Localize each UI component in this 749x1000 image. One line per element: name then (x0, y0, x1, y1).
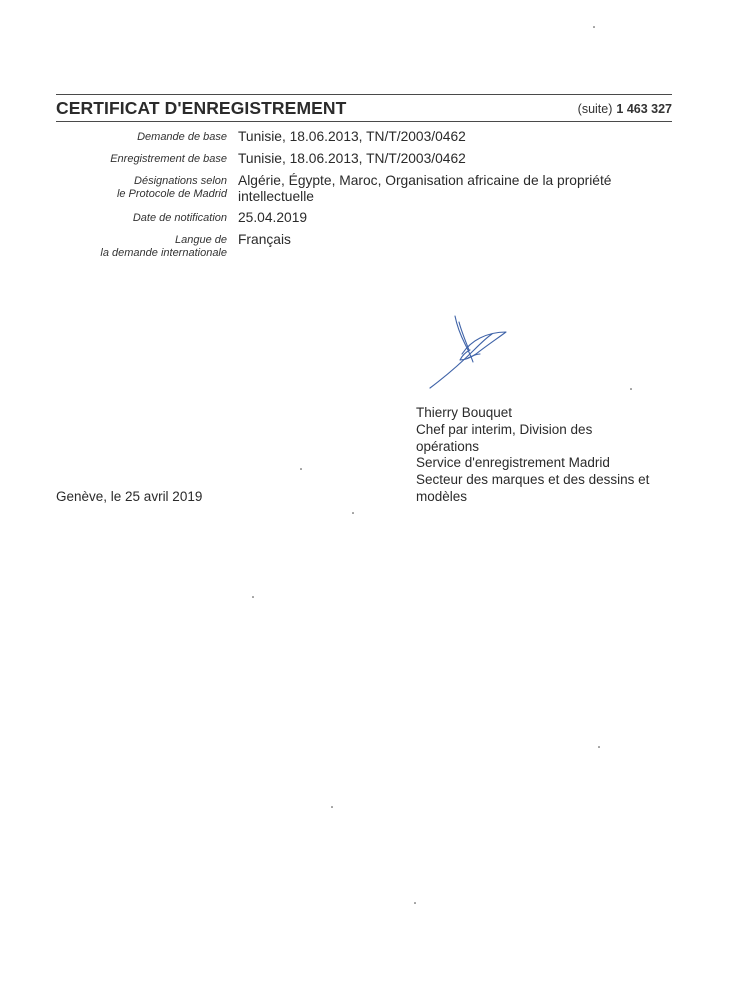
suite-label: (suite) (577, 102, 613, 116)
signatory-service: Service d'enregistrement Madrid (416, 455, 610, 471)
header-bottom-rule (56, 121, 672, 122)
label-line: Enregistrement de base (110, 153, 227, 165)
field-label-langue (100, 234, 227, 260)
scan-speck (331, 806, 333, 808)
signatory-name: Thierry Bouquet (416, 405, 513, 420)
registration-number: 1 463 327 (616, 102, 672, 116)
scan-speck (593, 26, 595, 28)
scan-speck (252, 596, 254, 598)
signatory-title-line-1: Chef par interim, Division des (416, 421, 593, 437)
scan-speck (598, 746, 600, 748)
field-label-enregistrement-de-base (110, 153, 227, 166)
signatory-sector-line-1: Secteur des marques et des dessins et (416, 472, 650, 488)
field-value-designations: Algérie, Égypte, Maroc, Organisation africaine de la propriété intellectuelle (238, 173, 612, 204)
scan-speck (352, 512, 354, 514)
field-value-langue: Français (238, 232, 291, 247)
signatory-sector-line-2: modèles (416, 488, 468, 504)
scan-speck (300, 468, 302, 470)
label-line: la demande internationale (100, 247, 227, 259)
label-line: Date de notification (132, 212, 227, 224)
signatory-title-line-2: opérations (416, 438, 480, 454)
field-value-date-de-notification: 25.04.2019 (238, 210, 308, 225)
field-label-designations (117, 175, 227, 201)
label-line: Désignations selon (134, 175, 227, 187)
label-line: Langue de (175, 234, 227, 246)
field-label-date-de-notification (133, 212, 227, 225)
label-line: Demande de base (137, 131, 227, 143)
field-label-demande-de-base (137, 131, 227, 144)
scan-speck (414, 902, 416, 904)
scan-speck (630, 388, 632, 390)
certificate-title: CERTIFICAT D'ENREGISTREMENT (56, 98, 347, 118)
field-value-demande-de-base: Tunisie, 18.06.2013, TN/T/2003/0462 (238, 129, 466, 144)
field-value-enregistrement-de-base: Tunisie, 18.06.2013, TN/T/2003/0462 (238, 151, 466, 166)
header-top-rule (56, 94, 672, 95)
label-line: le Protocole de Madrid (116, 188, 227, 200)
handwritten-signature (428, 312, 514, 390)
suite-registration-number (578, 102, 672, 116)
place-and-date: Genève, le 25 avril 2019 (56, 489, 203, 504)
signatory-block (416, 405, 678, 506)
